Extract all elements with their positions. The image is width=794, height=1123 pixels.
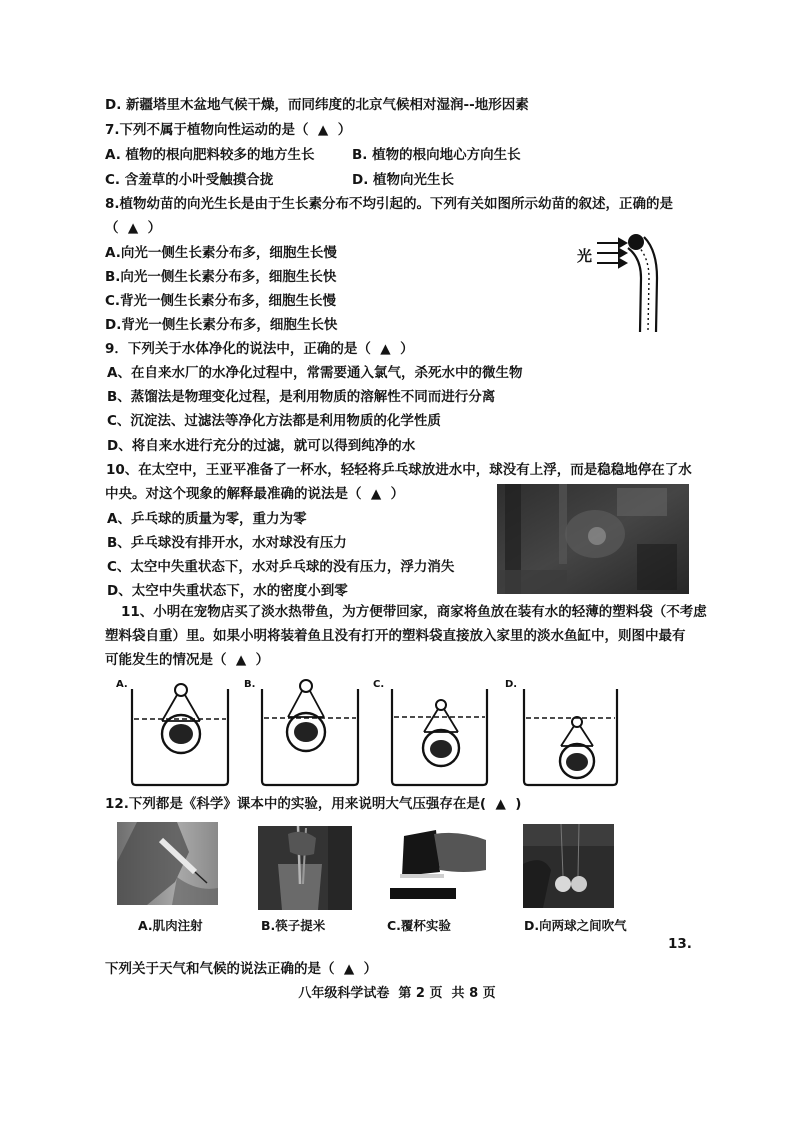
option-c: C、沉淀法、过滤法等净化方法都是利用物质的化学性质 xyxy=(107,413,441,429)
photo-inverted-cup xyxy=(390,826,486,910)
question-stem: 7.下列不属于植物向性运动的是（ ▲ ） xyxy=(105,122,352,138)
fish xyxy=(566,753,588,771)
figure-label-c: C. xyxy=(373,679,385,690)
arrow-head xyxy=(619,259,626,267)
arrow-head xyxy=(619,239,626,247)
seedling-phototropism-figure xyxy=(570,228,670,336)
photo-highlight xyxy=(523,824,614,846)
inverted-cup xyxy=(402,830,440,876)
figure-label-d: D. xyxy=(505,679,518,690)
beaker-b xyxy=(262,680,358,785)
figure-label-a: A. xyxy=(116,679,128,690)
option-d: D、太空中失重状态下，水的密度小到零 xyxy=(107,583,348,599)
option-a: A. 植物的根向肥料较多的地方生长 xyxy=(105,147,315,163)
fish xyxy=(430,740,452,758)
beaker-a xyxy=(132,684,228,785)
light-label: 光 xyxy=(577,247,593,265)
fish xyxy=(169,724,193,744)
bag-knot xyxy=(436,700,446,710)
photo-muscle-injection xyxy=(117,822,218,905)
question-stem-continued: 可能发生的情况是（ ▲ ） xyxy=(105,652,270,668)
question-stem: 9．下列关于水体净化的说法中，正确的是（ ▲ ） xyxy=(105,341,414,357)
figure-label-b: B. xyxy=(244,679,256,690)
photo-chopsticks-rice xyxy=(258,826,352,910)
bag-neck xyxy=(162,695,200,721)
question-stem: 10、在太空中，王亚平准备了一杯水，轻轻将乒乓球放进水中，球没有上浮，而是稳稳地停在了水 xyxy=(106,462,692,478)
seedling-stem xyxy=(628,237,657,332)
question-stem: 8.植物幼苗的向光生长是由于生长素分布不均引起的。下列有关如图所示幼苗的叙述，正确的是 xyxy=(105,196,674,212)
option-a: A、在自来水厂的水净化过程中，常需要通入氯气，杀死水中的微生物 xyxy=(107,365,523,381)
option-d: D. 植物向光生长 xyxy=(352,172,455,188)
option-a: A.向光一侧生长素分布多，细胞生长慢 xyxy=(105,245,337,261)
fish xyxy=(294,722,318,742)
bag-knot xyxy=(175,684,187,696)
answer-blank: （ ▲ ） xyxy=(105,220,162,236)
space-water-ball-photo xyxy=(497,484,689,594)
photo-highlight xyxy=(617,488,667,516)
option-d: D、将自来水进行充分的过滤，就可以得到纯净的水 xyxy=(107,438,416,454)
beaker-wall xyxy=(524,689,617,785)
table-edge xyxy=(390,888,456,899)
question-stem-continued: 中央。对这个现象的解释最准确的说法是（ ▲ ） xyxy=(105,486,405,502)
fish-bag-beakers-figure xyxy=(110,675,630,795)
photo-shadow xyxy=(328,826,352,910)
beaker-wall xyxy=(392,689,487,785)
stem-center-line xyxy=(636,244,649,330)
photo-streak xyxy=(559,484,567,564)
option-b: B、蒸馏法是物理变化过程，是利用物质的溶解性不同而进行分离 xyxy=(107,389,496,405)
ball-right xyxy=(571,876,587,892)
option-b: B.向光一侧生长素分布多，细胞生长快 xyxy=(105,269,337,285)
question-stem: 下列关于天气和气候的说法正确的是（ ▲ ） xyxy=(105,961,378,977)
question-stem: 11、小明在宠物店买了淡水热带鱼，为方便带回家，商家将鱼放在装有水的轻薄的塑料袋（不考虑 xyxy=(121,604,707,620)
option-a-caption: A.肌肉注射 xyxy=(138,918,203,933)
option-d-caption: D.向两球之间吹气 xyxy=(524,918,627,933)
option-d: D. 新疆塔里木盆地气候干燥，而同纬度的北京气候相对湿润--地形因素 xyxy=(105,97,529,113)
option-c: C.背光一侧生长素分布多，细胞生长慢 xyxy=(105,293,337,309)
photo-shadow xyxy=(637,544,677,590)
photo-two-balls xyxy=(523,824,614,908)
light-arrows xyxy=(597,239,626,267)
bag-neck xyxy=(424,709,458,732)
page-footer: 八年级科学试卷 第 2 页 共 8 页 xyxy=(298,986,496,1001)
option-d: D.背光一侧生长素分布多，细胞生长快 xyxy=(105,317,338,333)
option-c: C、太空中失重状态下，水对乒乓球的没有压力，浮力消失 xyxy=(107,559,455,575)
stem-left-edge xyxy=(628,248,641,332)
ball-left xyxy=(555,876,571,892)
paper-card xyxy=(400,874,444,878)
hand-shape xyxy=(434,833,486,872)
question-number: 13. xyxy=(668,936,692,952)
photo-shadow xyxy=(497,570,567,594)
option-a: A、乒乓球的质量为零，重力为零 xyxy=(107,511,307,527)
arrow-head xyxy=(619,249,626,257)
question-stem-continued: 塑料袋自重）里。如果小明将装着鱼且没有打开的塑料袋直接放入家里的淡水鱼缸中，则图中最有 xyxy=(105,628,686,644)
seedling-tip xyxy=(628,234,644,250)
stem-right-edge xyxy=(644,237,657,332)
option-b: B、乒乓球没有排开水，水对球没有压力 xyxy=(107,535,347,551)
beaker-c xyxy=(392,689,487,785)
question-stem: 12.下列都是《科学》课本中的实验，用来说明大气压强存在是( ▲ ) xyxy=(105,796,522,812)
beaker-d xyxy=(524,689,617,785)
option-c: C. 含羞草的小叶受触摸合拢 xyxy=(105,172,274,188)
option-b-caption: B.筷子提米 xyxy=(261,918,326,933)
bag-knot xyxy=(300,680,312,692)
option-b: B. 植物的根向地心方向生长 xyxy=(352,147,521,163)
option-c-caption: C.覆杯实验 xyxy=(387,918,451,933)
ping-pong-ball xyxy=(588,527,606,545)
